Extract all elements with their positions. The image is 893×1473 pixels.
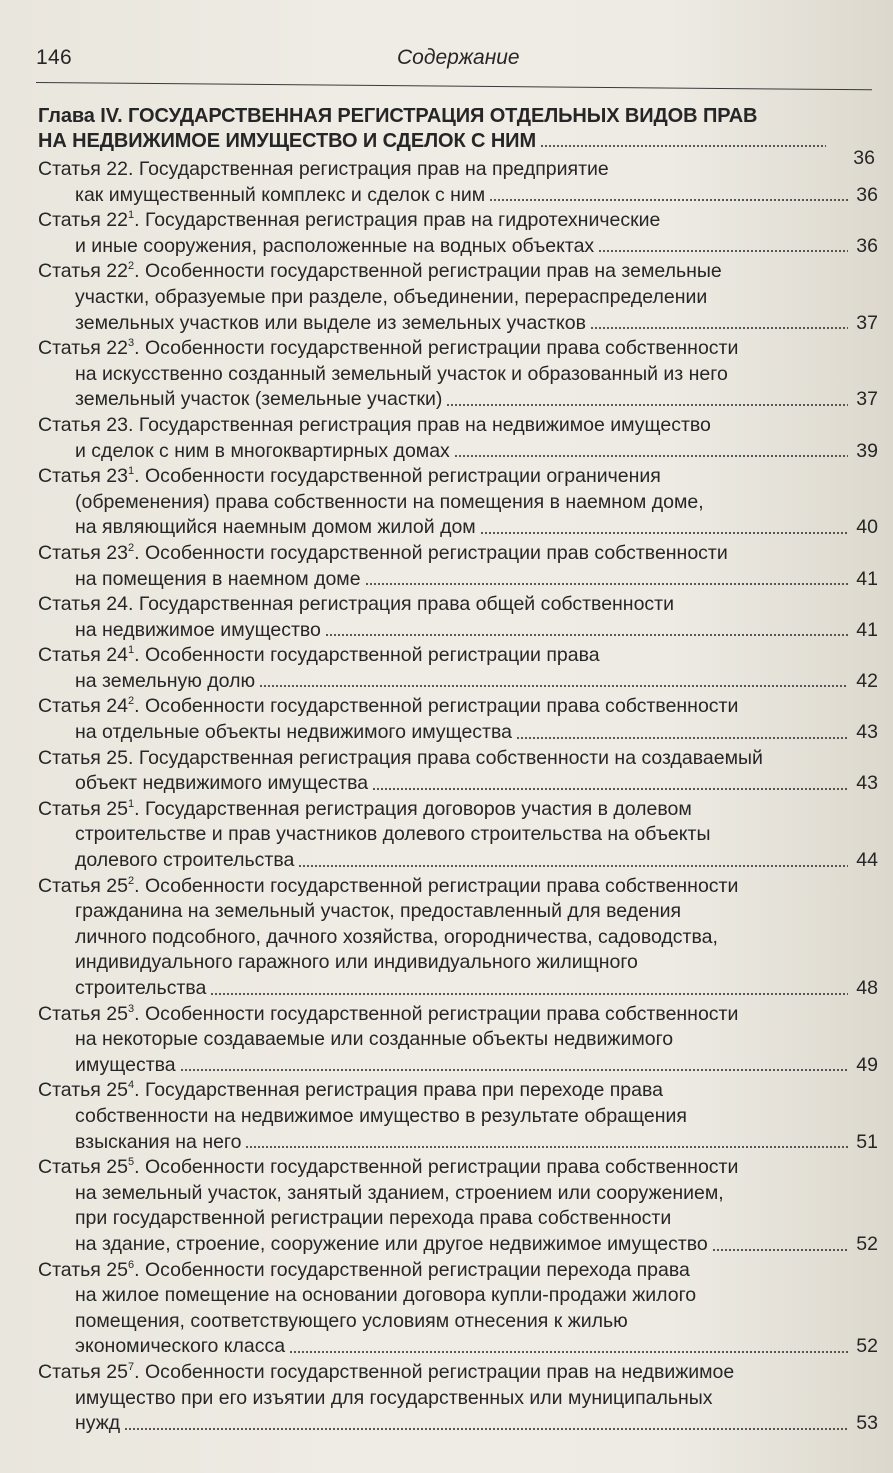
toc-page-number: 43: [856, 721, 878, 744]
toc-page-number: 41: [856, 618, 878, 641]
toc-entry-text: на жилое помещение на основании договора купли-продажи жилого: [75, 1284, 697, 1307]
toc-entry-text: Государственная регистрация договоров участия в долевом: [144, 797, 692, 820]
article-superscript: 1: [127, 465, 135, 478]
toc-entry-first-line: Статья $25^1$. Государственная регистрация договоров участия в долевом: [38, 797, 692, 820]
toc-entry-text: экономического класса: [75, 1335, 286, 1358]
article-label: Статья 25: [38, 1258, 128, 1281]
toc-entry-first-line: Статья $24^1$. Особенности государственной регистрации права: [38, 644, 600, 667]
dot-leader: [480, 531, 848, 535]
toc-entry-line: [38, 1181, 878, 1207]
toc-entry-text: на земельный участок, занятый зданием, строением или сооружением,: [75, 1181, 724, 1204]
toc-entry-text: Особенности государственной регистрации права собственности: [144, 1156, 739, 1179]
toc-entry: [38, 1002, 878, 1079]
article-superscript: 4: [127, 1079, 135, 1092]
dot-leader: [489, 198, 848, 202]
article-superscript: 3: [127, 337, 135, 350]
toc-entry-text: имущество при его изъятии для государственных или муниципальных: [75, 1386, 713, 1409]
chapter-page-number: 36: [853, 147, 875, 169]
toc-entry-first-line: Статья 23. Государственная регистрация прав на недвижимое имущество: [38, 413, 711, 436]
toc-entry-text: имущества: [75, 1053, 176, 1076]
dot-leader: [180, 1068, 848, 1072]
article-label: Статья 22: [38, 209, 128, 232]
toc-entry-text: как имущественный комплекс и сделок с ним: [75, 183, 486, 206]
chapter-title-line1: Глава IV. ГОСУДАРСТВЕННАЯ РЕГИСТРАЦИЯ ОТДЕЛЬНЫХ ВИДОВ ПРАВ: [38, 105, 758, 127]
article-label: Статья 25: [38, 797, 128, 820]
toc-entry-text: и сделок с ним в многоквартирных домах: [75, 439, 450, 462]
toc-entry-text: Государственная регистрация прав на гидротехнические: [144, 209, 661, 232]
article-label: Статья 22: [38, 337, 128, 360]
toc-entry-line: [38, 771, 878, 797]
toc-entry-text: долевого строительства: [75, 849, 295, 872]
page-number: 146: [36, 46, 72, 69]
article-superscript: 3: [127, 1002, 135, 1015]
toc-page-number: 36: [856, 183, 878, 206]
article-label: Статья 22: [38, 158, 128, 180]
toc-entry: [38, 259, 878, 336]
toc-entry-text: земельных участков или выделе из земельных участков: [75, 311, 586, 334]
article-label: Статья 23: [38, 541, 128, 564]
toc-page-number: 51: [856, 1130, 878, 1153]
toc-entry-text: на искусственно созданный земельный участок и образованный из него: [75, 362, 728, 385]
toc-entry-text: и иные сооружения, расположенные на водных объектах: [75, 234, 595, 257]
toc-entry: [38, 147, 878, 208]
toc-entry-line: [38, 822, 878, 848]
toc-entry: [38, 413, 878, 464]
toc-entry-first-line: Статья $24^2$. Особенности государственной регистрации права собственности: [38, 695, 739, 718]
toc-entry-line: [38, 1053, 878, 1079]
toc-entry: [38, 643, 878, 694]
toc-entry-text: Особенности государственной регистрации права: [144, 644, 600, 667]
toc-entry-first-line: Статья $25^3$. Особенности государственной регистрации права собственности: [38, 1002, 739, 1025]
toc-entry-text: на здание, строение, сооружение или другое недвижимое имущество: [75, 1232, 708, 1255]
toc-entry-line: [38, 899, 878, 925]
dot-leader: [289, 1350, 848, 1354]
article-superscript: 1: [127, 644, 135, 657]
toc-entry: [38, 336, 878, 413]
toc-entry-text: Особенности государственной регистрации права собственности: [144, 695, 739, 718]
toc-entry-text: Государственная регистрация права общей собственности: [138, 593, 674, 616]
toc-entry-line: [38, 976, 878, 1002]
toc-entry-line: [38, 1206, 878, 1232]
dot-leader: [298, 864, 848, 868]
dot-leader: [598, 249, 848, 253]
article-label: Статья 22: [38, 260, 128, 283]
toc-entry-text: Особенности государственной регистрации права собственности: [144, 1002, 739, 1025]
toc-page-number: 43: [856, 772, 878, 795]
article-label: Статья 25: [38, 1156, 128, 1179]
toc-page-number: 53: [856, 1412, 878, 1435]
toc-entry-text: на являющийся наемным домом жилой дом: [75, 516, 476, 539]
toc-entry: [38, 874, 878, 1002]
toc-entry-text: собственности на недвижимое имущество в результате обращения: [75, 1104, 687, 1127]
page-header: [36, 44, 866, 80]
dot-leader: [245, 1145, 848, 1149]
toc-entry-text: Особенности государственной регистрации прав на недвижимое: [144, 1360, 735, 1383]
toc-page-number: 41: [856, 567, 878, 590]
dot-leader: [712, 1248, 848, 1252]
toc-entry-line: [38, 1232, 878, 1258]
toc-entry-text: объект недвижимого имущества: [75, 772, 369, 795]
toc-entry-first-line: Статья $23^2$. Особенности государственной регистрации прав собственности: [38, 541, 728, 564]
toc-entry-text: земельный участок (земельные участки): [75, 388, 443, 411]
toc-entry-text: взыскания на него: [75, 1130, 242, 1153]
toc-entry-line: [38, 950, 878, 976]
article-label: Статья 23: [38, 465, 128, 488]
article-superscript: 2: [127, 260, 135, 273]
article-superscript: 5: [127, 1156, 135, 1169]
toc-entry-line: [38, 490, 878, 516]
toc-entry-text: (обременения) права собственности на помещения в наемном доме,: [75, 490, 704, 513]
toc-page-number: 44: [856, 849, 878, 872]
toc-entry-text: Государственная регистрация прав на недвижимое имущество: [138, 413, 711, 436]
article-label: Статья 25: [38, 874, 128, 897]
toc-entry: [38, 694, 878, 745]
toc-entry-first-line: Статья $23^1$. Особенности государственной регистрации ограничения: [38, 465, 661, 488]
toc-entry: [38, 208, 878, 259]
dot-leader: [446, 403, 848, 407]
toc-page-number: 37: [856, 388, 878, 411]
dot-leader: [540, 144, 826, 148]
toc-entry-line: [38, 515, 878, 541]
toc-entry-line: [38, 1334, 878, 1360]
dot-leader: [454, 454, 848, 458]
toc-entry-text: на некоторые создаваемые или созданные объекты недвижимого: [75, 1028, 674, 1051]
toc-entry-line: [38, 439, 878, 465]
toc-entry-first-line: Статья $22^2$. Особенности государственной регистрации прав на земельные: [38, 260, 722, 283]
toc-entry-text: на помещения в наемном доме: [75, 567, 361, 590]
dot-leader: [590, 326, 848, 330]
dot-leader: [259, 684, 848, 688]
toc-entry-text: индивидуального гаражного или индивидуального жилищного: [75, 951, 638, 974]
article-label: Статья 25: [38, 1360, 128, 1383]
article-label: Статья 24: [38, 644, 128, 667]
toc-entry-first-line: Статья $25^4$. Государственная регистрация права при переходе права: [38, 1079, 663, 1102]
toc-page-number: 48: [856, 977, 878, 999]
toc-entry-line: [38, 567, 878, 593]
article-superscript: 6: [127, 1258, 135, 1271]
toc-entry-text: участки, образуемые при разделе, объединении, перераспределении: [75, 285, 708, 308]
dot-leader: [325, 633, 848, 637]
toc-entry-line: [38, 925, 878, 951]
article-label: Статья 24: [38, 593, 128, 616]
toc-entry-first-line: Статья $25^6$. Особенности государственной регистрации перехода права: [38, 1258, 690, 1281]
toc-entry-first-line: Статья $25^7$. Особенности государственной регистрации прав на недвижимое: [38, 1360, 735, 1383]
toc-entry-text: Особенности государственной регистрации прав на земельные: [144, 260, 722, 283]
toc-entry-line: [38, 669, 878, 695]
toc-entry-line: [38, 234, 878, 260]
toc-page-number: 37: [856, 311, 878, 334]
toc-entry-first-line: Статья 24. Государственная регистрация права общей собственности: [38, 593, 674, 616]
article-superscript: 2: [127, 541, 135, 554]
toc-entry-line: [38, 618, 878, 644]
toc-entry-line: [38, 720, 878, 746]
article-superscript: 1: [127, 209, 135, 222]
toc-entry-text: Особенности государственной регистрации права собственности: [144, 337, 739, 360]
toc-entry-line: [38, 1309, 878, 1335]
toc-entry-line: [38, 1411, 878, 1437]
article-label: Статья 24: [38, 695, 128, 718]
toc-page-number: 42: [856, 669, 878, 692]
table-of-contents: [38, 147, 878, 1437]
chapter-title-line2: НА НЕДВИЖИМОЕ ИМУЩЕСТВО И СДЕЛОК С НИМ: [38, 130, 537, 152]
toc-entry-line: [38, 1130, 878, 1156]
toc-entry-first-line: Статья $25^2$. Особенности государственной регистрации права собственности: [38, 874, 739, 897]
toc-entry-first-line: Статья $22^3$. Особенности государственной регистрации права собственности: [38, 337, 739, 360]
toc-entry-line: [38, 387, 878, 413]
toc-entry-line: [38, 311, 878, 337]
toc-entry-text: Государственная регистрация прав на предприятие: [138, 158, 609, 180]
toc-page-number: 52: [856, 1232, 878, 1255]
toc-entry-text: строительства: [75, 977, 207, 999]
toc-page-number: 49: [856, 1053, 878, 1076]
toc-entry: [38, 464, 878, 541]
toc-entry-text: на земельную долю: [75, 669, 256, 692]
article-label: Статья 25: [38, 746, 128, 769]
toc-entry-text: Особенности государственной регистрации права собственности: [144, 874, 739, 897]
article-superscript: 7: [127, 1360, 135, 1373]
toc-entry-text: строительстве и прав участников долевого строительства на объекты: [75, 823, 711, 846]
toc-entry-text: при государственной регистрации перехода права собственности: [75, 1207, 672, 1230]
toc-entry-text: Особенности государственной регистрации перехода права: [144, 1258, 690, 1281]
article-superscript: 2: [127, 695, 135, 708]
toc-entry-text: Государственная регистрация права при переходе права: [144, 1079, 663, 1102]
toc-entry-text: личного подсобного, дачного хозяйства, огородничества, садоводства,: [75, 925, 718, 948]
toc-entry-line: [38, 1104, 878, 1130]
toc-entry: [38, 1258, 878, 1360]
toc-entry-line: [38, 848, 878, 874]
article-superscript: 1: [127, 797, 135, 810]
toc-entry: [38, 541, 878, 592]
dot-leader: [210, 992, 848, 996]
toc-entry-text: помещения, соответствующего условиям отнесения к жилью: [75, 1309, 628, 1332]
article-label: Статья 25: [38, 1002, 128, 1025]
toc-entry-line: [38, 362, 878, 388]
toc-entry-line: [38, 285, 878, 311]
dot-leader: [516, 736, 848, 740]
running-title: Содержание: [397, 46, 520, 69]
toc-entry-first-line: Статья $22^1$. Государственная регистрация прав на гидротехнические: [38, 209, 661, 232]
dot-leader: [372, 787, 848, 791]
toc-entry: [38, 592, 878, 643]
toc-entry-text: на недвижимое имущество: [75, 618, 321, 641]
toc-entry-first-line: Статья 25. Государственная регистрация права собственности на создаваемый: [38, 746, 763, 769]
toc-entry-text: Особенности государственной регистрации прав собственности: [144, 541, 728, 564]
toc-entry: [38, 1078, 878, 1155]
toc-entry-text: гражданина на земельный участок, предоставленный для ведения: [75, 900, 682, 923]
toc-entry: [38, 1155, 878, 1257]
toc-entry-text: на отдельные объекты недвижимого имущества: [75, 721, 512, 744]
toc-entry-line: [38, 183, 878, 209]
toc-entry-text: Государственная регистрация права собственности на создаваемый: [138, 746, 763, 769]
article-superscript: 2: [127, 874, 135, 887]
toc-entry-text: Особенности государственной регистрации ограничения: [144, 465, 661, 488]
toc-entry: [38, 746, 878, 797]
toc-entry-line: [38, 1027, 878, 1053]
toc-entry-text: нужд: [75, 1412, 121, 1435]
toc-entry: [38, 797, 878, 874]
toc-page-number: 52: [856, 1335, 878, 1358]
article-label: Статья 23: [38, 413, 128, 436]
header-rule: [36, 82, 872, 90]
dot-leader: [124, 1427, 848, 1431]
toc-entry-first-line: Статья $25^5$. Особенности государственной регистрации права собственности: [38, 1156, 739, 1179]
dot-leader: [365, 582, 848, 586]
article-label: Статья 25: [38, 1079, 128, 1102]
toc-page-number: 39: [856, 439, 878, 462]
toc-entry-line: [38, 1283, 878, 1309]
toc-entry-first-line: Статья 22. Государственная регистрация прав на предприятие: [38, 158, 609, 180]
toc-entry-line: [38, 1386, 878, 1412]
toc-page-number: 40: [856, 516, 878, 539]
chapter-heading: [38, 104, 878, 154]
toc-entry: [38, 1360, 878, 1437]
toc-page-number: 36: [856, 234, 878, 257]
